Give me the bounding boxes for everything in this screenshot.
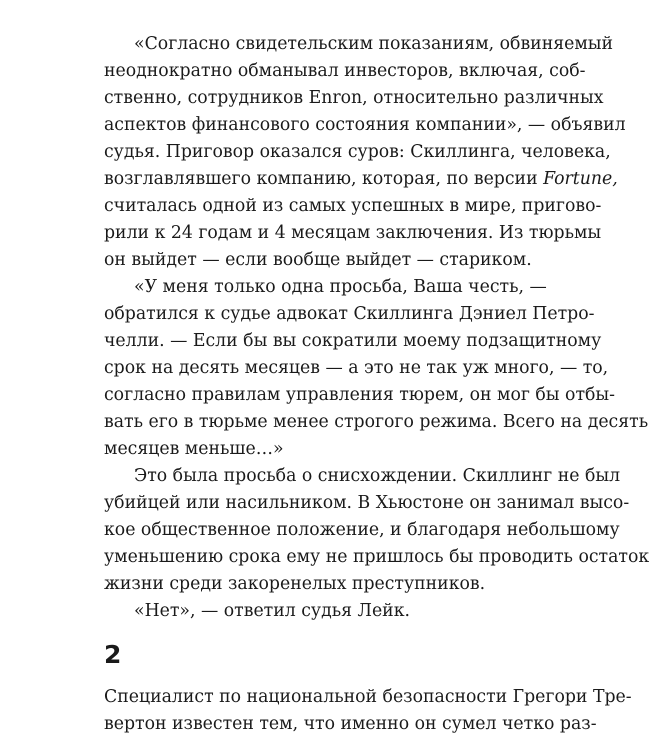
text-line: «У меня только одна просьба, Ваша честь, — bbox=[134, 277, 547, 297]
text-line: уменьшению срока ему не пришлось бы проводить остаток bbox=[104, 547, 649, 567]
text-line: жизни среди закоренелых преступников. bbox=[104, 574, 486, 594]
text-line: аспектов финансового состояния компании», — объявил bbox=[104, 115, 626, 135]
text-line: неоднократно обманывал инвесторов, включая, соб- bbox=[104, 61, 586, 81]
text-line: вертон известен тем, что именно он сумел четко раз- bbox=[104, 714, 597, 734]
text-line: он выйдет — если вообще выйдет — стариком. bbox=[104, 250, 532, 270]
text-line: «Согласно свидетельским показаниям, обвиняемый bbox=[134, 34, 614, 54]
text-line bbox=[104, 166, 618, 193]
text-line: считалась одной из самых успешных в мире, пригово- bbox=[104, 196, 602, 216]
text-line: обратился к судье адвокат Скиллинга Дэниел Петро- bbox=[104, 304, 595, 324]
text-line: вать его в тюрьме менее строгого режима. Всего на десять bbox=[104, 412, 649, 432]
italic-title: Fortune, bbox=[543, 169, 618, 189]
text-segment: возглавлявшего компанию, которая, по версии bbox=[104, 169, 544, 189]
text-line: рили к 24 годам и 4 месяцам заключения. Из тюрьмы bbox=[104, 223, 602, 243]
text-line: месяцев меньше…» bbox=[104, 439, 284, 459]
text-line: срок на десять месяцев — а это не так уж много, — то, bbox=[104, 358, 609, 378]
text-line: убийцей или насильником. В Хьюстоне он занимал высо- bbox=[104, 493, 630, 513]
text-line: ственно, сотрудников Enron, относительно различных bbox=[104, 88, 604, 108]
text-line: Специалист по национальной безопасности Грегори Тре- bbox=[104, 687, 632, 707]
section-heading: 2 bbox=[104, 640, 122, 669]
text-line: согласно правилам управления тюрем, он мог бы отбы- bbox=[104, 385, 616, 405]
text-line: судья. Приговор оказался суров: Скиллинга, человека, bbox=[104, 142, 611, 162]
text-line: Это была просьба о снисхождении. Скиллинг не был bbox=[134, 466, 621, 486]
text-line: челли. — Если бы вы сократили моему подзащитному bbox=[104, 331, 602, 351]
text-line: кое общественное положение, и благодаря небольшому bbox=[104, 520, 620, 540]
text-line: «Нет», — ответил судья Лейк. bbox=[134, 601, 410, 621]
